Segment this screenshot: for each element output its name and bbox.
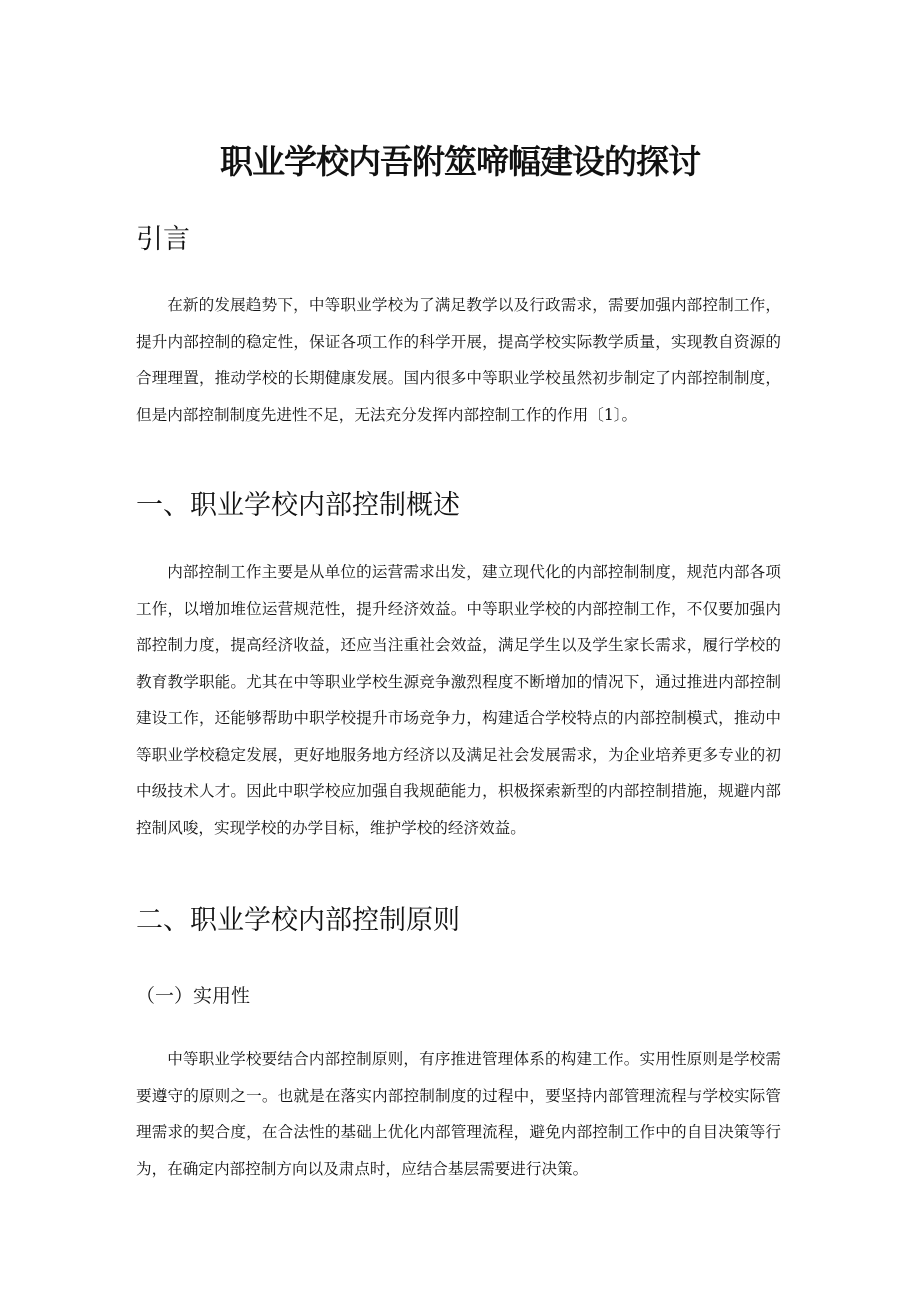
- overview-paragraph: 内部控制工作主要是从单位的运营需求出发，建立现代化的内部控制制度，规范内部各项工作，以增加堆位运营规范性，提升经济效益。中等职业学校的内部控制工作，不仅要加强内部控制力度，提高经济收益，还应当注重社会效益，满足学生以及学生家长需求，履行学校的教育教学职能。尤其在中等职业学校生源竞争激烈程度不断增加的情况下，通过推进内部控制建设工作，还能够帮助中职学校提升市场竞争力，构建适合学校特点的内部控制模式，推动中等职业学校稳定发展，更好地服务地方经济以及满足社会发展需求，为企业培养更多专业的初中级技术人才。因此中职学校应加强自我规葩能力，枳极探索新型的内部控制措施，规避内部控制风唆，实现学校的办学目标，维护学校的经济效益。: [136, 563, 781, 837]
- section-heading-principles: 二、职业学校内部控制原则: [136, 905, 460, 936]
- section-heading-intro: 引言: [136, 224, 190, 255]
- intro-paragraph: 在新的发展趋势下，中等职业学校为了满足教学以及行政需求，需要加强内部控制工作，提升内部控制的稳定性，保证各项工作的科学开展，提高学校实际教学质量，实现教自资源的合理理置，推动学校的长期健康发展。国内很多中等职业学校虽然初步制定了内部控制制度，但是内部控制制度先进性不足，无法充分发挥内部控制工作的作用〔1〕。: [136, 296, 781, 424]
- section-heading-overview: 一、职业学校内部控制概述: [136, 490, 460, 521]
- document-title: 职业学校内吾附筮啼幅建设的探讨: [220, 142, 700, 181]
- subsection-heading-practicality: （一）实用性: [136, 985, 251, 1007]
- practicality-paragraph: 中等职业学校要结合内部控制原则，有序推进管理体系的构建工作。实用性原则是学校需要遵守的原则之一。也就是在落实内部控制制度的过程中，要坚持内部管理流程与学校实际管理需求的契合度，在合法性的基础上优化内部管理流程，避免内部控制工作中的自目决策等行为，在确定内部控制方向以及肃点时，应结合基层需要进行决策。: [136, 1050, 781, 1178]
